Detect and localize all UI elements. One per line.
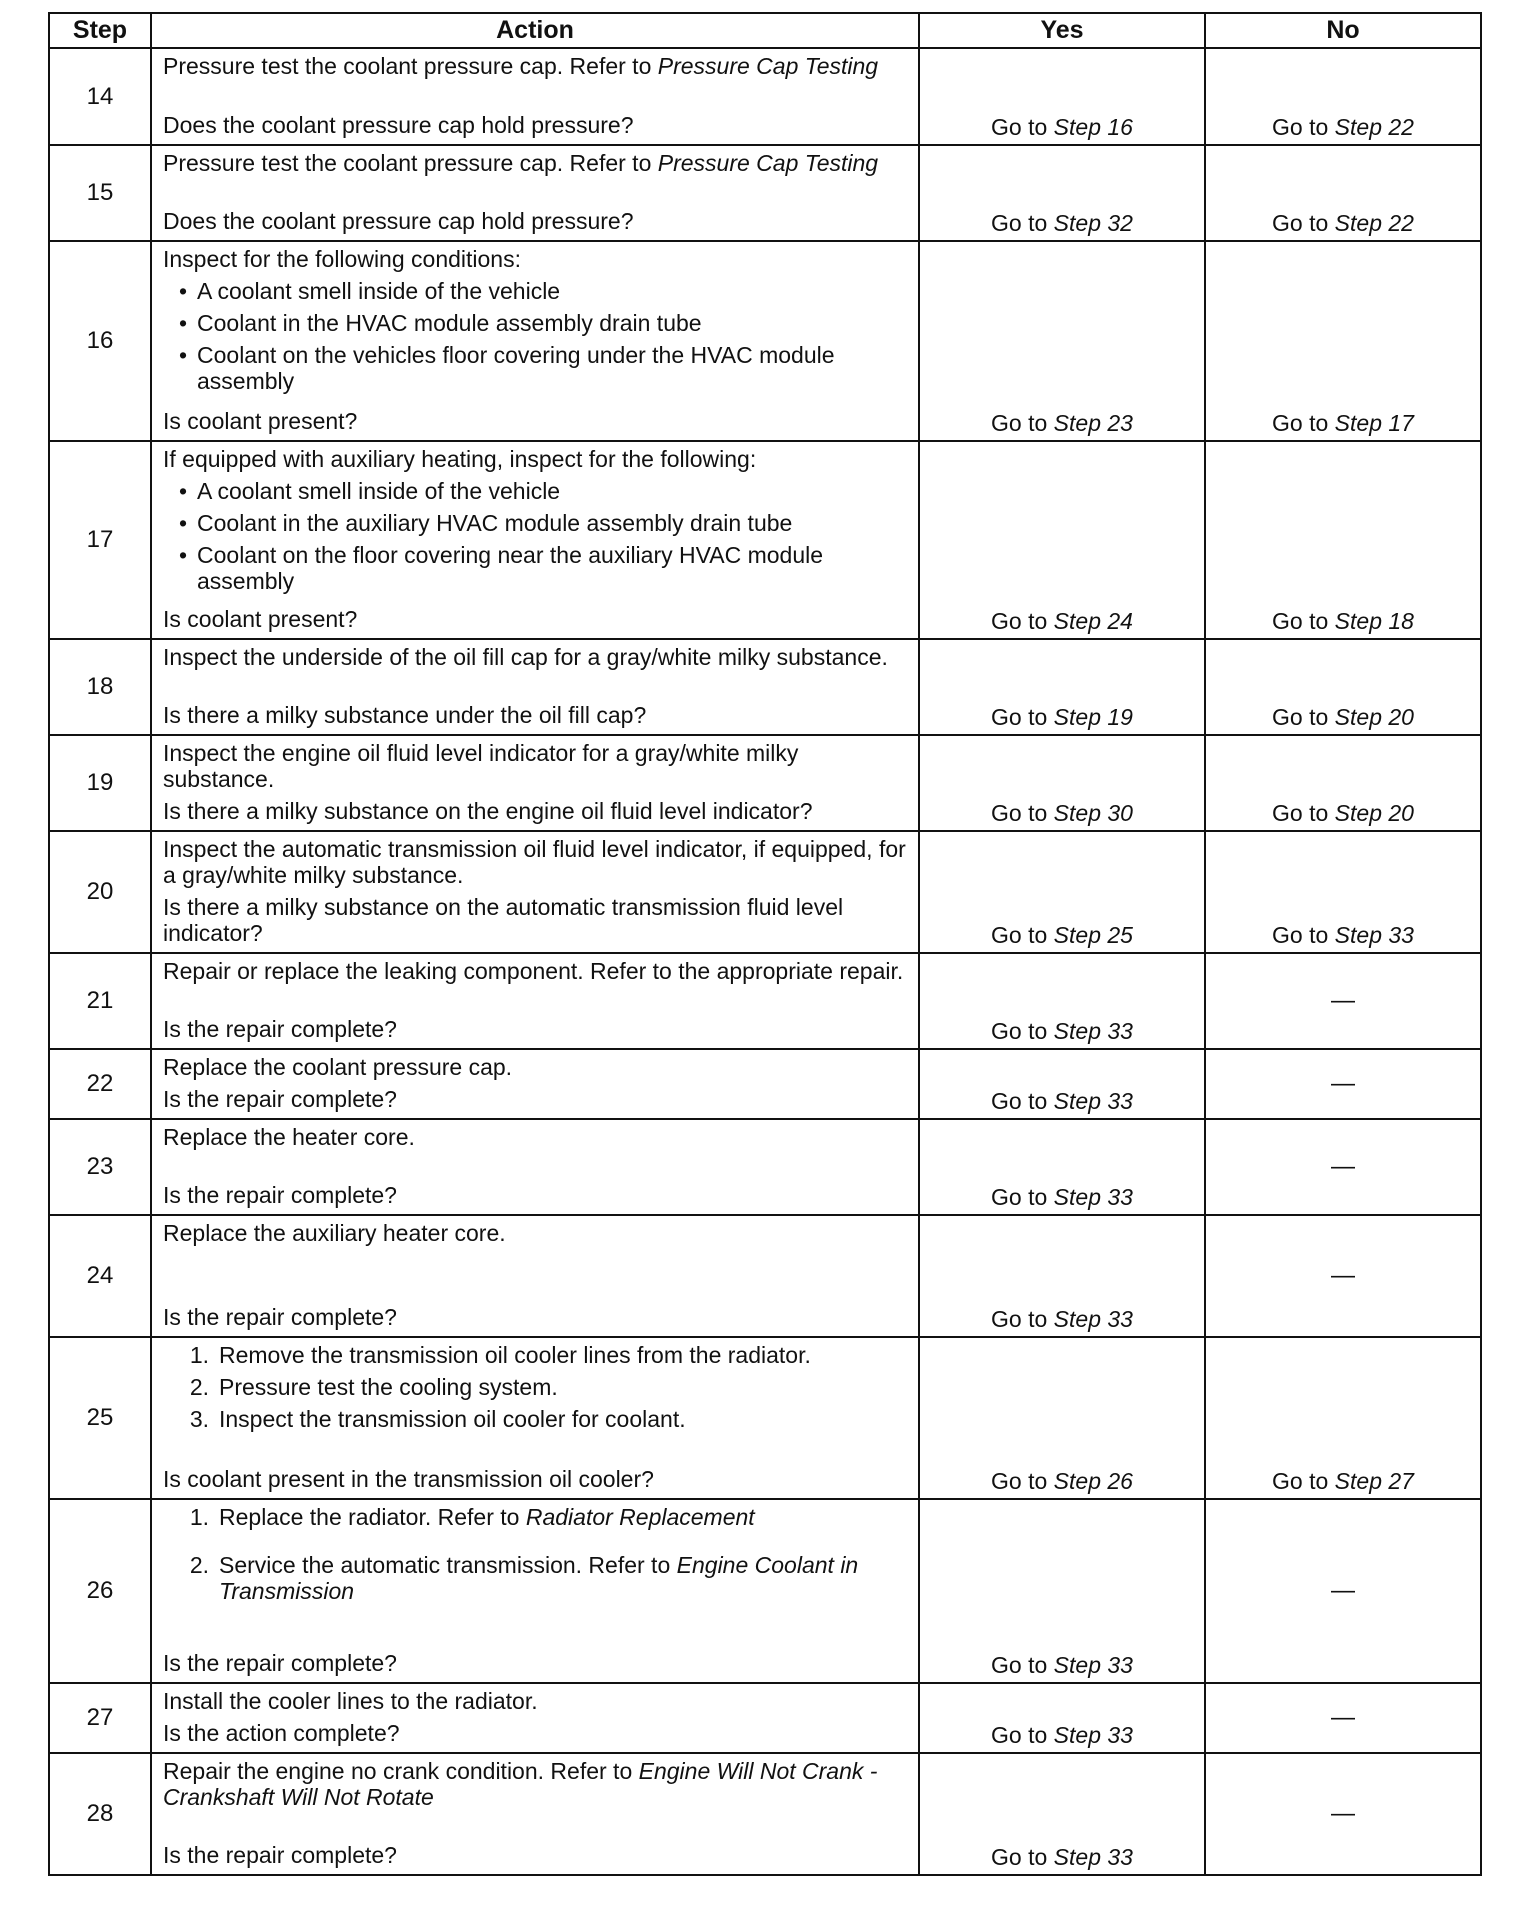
item-text [219,1374,908,1400]
header-yes: Yes [919,13,1205,48]
go-to-label: Go to [991,410,1054,436]
action-text-plain: Inspect the automatic transmission oil fluid level indicator, if equipped, for a gray/white milky substance. [163,836,906,888]
yes-cell [919,1215,1205,1337]
no-cell [1205,735,1481,831]
action-cell [151,1215,919,1337]
action-content [163,1758,908,1868]
bullet-text: Coolant on the vehicles floor covering under the HVAC module assembly [197,342,835,394]
table-row [49,1049,1481,1119]
action-content [163,150,908,234]
reference-link: Engine Will Not Crank - Crankshaft Will Not Rotate [163,1758,878,1810]
no-action-dash: — [1205,1683,1481,1753]
step-number: 22 [49,1049,151,1119]
step-reference: Step 25 [1053,922,1133,948]
item-text-plain: Pressure test the cooling system. [219,1374,558,1400]
diagnostic-table [48,12,1482,1876]
action-cell [151,953,919,1049]
go-to-label: Go to [991,1306,1054,1332]
item-text-plain: Replace the radiator. Refer to [219,1504,526,1530]
bullet-icon: • [178,510,187,536]
action-text [163,1054,908,1080]
action-text-plain: Inspect for the following conditions: [163,246,521,272]
action-text-plain: If equipped with auxiliary heating, inspect for the following: [163,446,757,472]
item-number: 1. [189,1504,209,1530]
question-text: Is the repair complete? [163,1086,397,1112]
yes-cell [919,441,1205,639]
item-number: 2. [189,1552,209,1578]
yes-cell [919,1499,1205,1683]
step-reference: Step 22 [1334,210,1414,236]
reference-link: Radiator Replacement [525,1504,755,1530]
no-cell [1205,831,1481,953]
table-row [49,1337,1481,1499]
go-to-label: Go to [991,1844,1054,1870]
table-row [49,48,1481,145]
action-text-plain: Replace the coolant pressure cap. [163,1054,513,1080]
go-to-label: Go to [1272,800,1335,826]
step-number: 21 [49,953,151,1049]
question-text: Is the repair complete? [163,1650,397,1676]
action-text [163,53,908,79]
bullet-item [163,510,908,536]
question-text: Is there a milky substance on the automatic transmission fluid level indicator? [163,894,844,946]
bullet-icon: • [178,342,187,368]
table-row [49,1499,1481,1683]
question-text: Is coolant present? [163,606,358,632]
go-to-label: Go to [991,1184,1054,1210]
yes-cell [919,1119,1205,1215]
step-reference: Step 33 [1053,1088,1133,1114]
header-row [49,13,1481,48]
bullet-text: Coolant in the HVAC module assembly drain tube [197,310,702,336]
go-to-label: Go to [991,704,1054,730]
reference-link: Engine Coolant in Transmission [219,1552,859,1604]
step-number: 14 [49,48,151,145]
step-reference: Step 33 [1053,1306,1133,1332]
step-reference: Step 26 [1053,1468,1133,1494]
step-number: 28 [49,1753,151,1875]
table-row [49,145,1481,241]
bullet-item [163,542,908,594]
item-text-plain: Inspect the transmission oil cooler for coolant. [219,1406,686,1432]
question-text: Is the repair complete? [163,1304,397,1330]
action-cell [151,831,919,953]
step-reference: Step 23 [1053,410,1133,436]
numbered-item [163,1406,908,1432]
action-content [163,958,908,1042]
go-to-label: Go to [1272,114,1335,140]
yes-cell [919,953,1205,1049]
table-row [49,639,1481,735]
item-number: 1. [189,1342,209,1368]
action-content [163,1054,908,1112]
action-text [163,836,908,888]
bullet-text: Coolant in the auxiliary HVAC module assembly drain tube [197,510,793,536]
step-reference: Step 22 [1334,114,1414,140]
action-content [163,1342,908,1492]
question-text: Is coolant present in the transmission oil cooler? [163,1466,654,1492]
go-to-label: Go to [1272,608,1335,634]
go-to-label: Go to [991,608,1054,634]
action-text [163,1220,908,1246]
yes-cell [919,1049,1205,1119]
action-content [163,246,908,434]
table-row [49,1683,1481,1753]
table-body [49,48,1481,1875]
action-text [163,1688,908,1714]
numbered-item [163,1342,908,1368]
action-cell [151,1049,919,1119]
no-cell [1205,441,1481,639]
go-to-label: Go to [1272,1468,1335,1494]
action-text-plain: Replace the heater core. [163,1124,415,1150]
step-number: 27 [49,1683,151,1753]
action-cell [151,1119,919,1215]
bullet-icon: • [178,542,187,568]
item-text [219,1406,908,1432]
step-reference: Step 33 [1334,922,1414,948]
item-number: 3. [189,1406,209,1432]
step-reference: Step 20 [1334,800,1414,826]
question-text: Is there a milky substance under the oil fill cap? [163,702,647,728]
header-action: Action [151,13,919,48]
table-row [49,1753,1481,1875]
table-row [49,831,1481,953]
question-text: Is there a milky substance on the engine oil fluid level indicator? [163,798,813,824]
question-text: Does the coolant pressure cap hold pressure? [163,208,634,234]
bullet-text: A coolant smell inside of the vehicle [197,478,561,504]
bullet-text: A coolant smell inside of the vehicle [197,278,561,304]
bullet-item [163,342,908,394]
action-cell [151,639,919,735]
no-action-dash: — [1205,1499,1481,1683]
action-text-plain: Inspect the engine oil fluid level indicator for a gray/white milky substance. [163,740,799,792]
go-to-label: Go to [991,1018,1054,1044]
yes-cell [919,48,1205,145]
step-number: 17 [49,441,151,639]
go-to-label: Go to [1272,922,1335,948]
action-text [163,644,908,670]
question-text: Is the repair complete? [163,1182,397,1208]
question-text: Does the coolant pressure cap hold pressure? [163,112,634,138]
table-row [49,241,1481,441]
yes-cell [919,831,1205,953]
go-to-label: Go to [991,800,1054,826]
action-content [163,836,908,946]
go-to-label: Go to [1272,704,1335,730]
step-reference: Step 32 [1053,210,1133,236]
step-number: 19 [49,735,151,831]
action-cell [151,1499,919,1683]
bullet-item [163,310,908,336]
no-action-dash: — [1205,1215,1481,1337]
bullet-icon: • [178,278,187,304]
action-text [163,1758,908,1810]
action-text-plain: Inspect the underside of the oil fill cap for a gray/white milky substance. [163,644,888,670]
table-row [49,1215,1481,1337]
item-text [219,1552,908,1604]
step-number: 15 [49,145,151,241]
no-action-dash: — [1205,1119,1481,1215]
step-number: 18 [49,639,151,735]
item-text [219,1342,908,1368]
step-number: 25 [49,1337,151,1499]
bullet-icon: • [178,310,187,336]
step-number: 23 [49,1119,151,1215]
action-text-plain: Replace the auxiliary heater core. [163,1220,506,1246]
no-cell [1205,145,1481,241]
action-text [163,150,908,176]
go-to-label: Go to [991,1652,1054,1678]
step-reference: Step 33 [1053,1652,1133,1678]
item-text-plain: Service the automatic transmission. Refer to [219,1552,677,1578]
reference-link: Pressure Cap Testing [657,150,879,176]
bullet-icon: • [178,478,187,504]
step-reference: Step 20 [1334,704,1414,730]
action-cell [151,241,919,441]
action-content [163,1124,908,1208]
go-to-label: Go to [1272,410,1335,436]
yes-cell [919,639,1205,735]
yes-cell [919,1683,1205,1753]
action-text-plain: Repair or replace the leaking component. Refer to the appropriate repair. [163,958,904,984]
question-text: Is coolant present? [163,408,358,434]
step-number: 16 [49,241,151,441]
no-cell [1205,639,1481,735]
go-to-label: Go to [991,114,1054,140]
numbered-item [163,1504,908,1530]
yes-cell [919,1753,1205,1875]
action-content [163,1220,908,1330]
bullet-text: Coolant on the floor covering near the auxiliary HVAC module assembly [197,542,824,594]
step-number: 26 [49,1499,151,1683]
action-text [163,740,908,792]
question-text: Is the action complete? [163,1720,400,1746]
step-reference: Step 33 [1053,1722,1133,1748]
go-to-label: Go to [991,922,1054,948]
table-row [49,953,1481,1049]
action-text [163,246,908,272]
step-reference: Step 19 [1053,704,1133,730]
no-action-dash: — [1205,1049,1481,1119]
step-reference: Step 30 [1053,800,1133,826]
bullet-item [163,478,908,504]
go-to-label: Go to [991,210,1054,236]
no-action-dash: — [1205,1753,1481,1875]
action-content [163,53,908,138]
question-text: Is the repair complete? [163,1016,397,1042]
no-cell [1205,1337,1481,1499]
header-no: No [1205,13,1481,48]
step-reference: Step 17 [1334,410,1414,436]
table-row [49,441,1481,639]
action-cell [151,735,919,831]
action-text [163,446,908,472]
numbered-item [163,1552,908,1604]
action-cell [151,48,919,145]
go-to-label: Go to [991,1088,1054,1114]
step-reference: Step 24 [1053,608,1133,634]
step-reference: Step 33 [1053,1184,1133,1210]
action-text-plain: Pressure test the coolant pressure cap. Refer to [163,150,658,176]
action-cell [151,1337,919,1499]
reference-link: Pressure Cap Testing [657,53,879,79]
action-text-plain: Repair the engine no crank condition. Refer to [163,1758,639,1784]
step-reference: Step 16 [1053,114,1133,140]
action-cell [151,145,919,241]
action-content [163,446,908,632]
item-number: 2. [189,1374,209,1400]
yes-cell [919,735,1205,831]
go-to-label: Go to [1272,210,1335,236]
action-cell [151,1753,919,1875]
action-cell [151,441,919,639]
numbered-item [163,1374,908,1400]
table-row [49,735,1481,831]
action-cell [151,1683,919,1753]
step-reference: Step 27 [1334,1468,1414,1494]
action-content [163,644,908,728]
bullet-item [163,278,908,304]
action-text [163,958,908,984]
action-text [163,1124,908,1150]
action-text-plain: Pressure test the coolant pressure cap. Refer to [163,53,658,79]
yes-cell [919,241,1205,441]
step-reference: Step 33 [1053,1844,1133,1870]
action-content [163,740,908,824]
step-number: 24 [49,1215,151,1337]
yes-cell [919,145,1205,241]
step-number: 20 [49,831,151,953]
action-content [163,1688,908,1746]
question-text: Is the repair complete? [163,1842,397,1868]
action-content [163,1504,908,1676]
yes-cell [919,1337,1205,1499]
no-action-dash: — [1205,953,1481,1049]
step-reference: Step 18 [1334,608,1414,634]
item-text-plain: Remove the transmission oil cooler lines from the radiator. [219,1342,811,1368]
step-reference: Step 33 [1053,1018,1133,1044]
action-text-plain: Install the cooler lines to the radiator. [163,1688,538,1714]
go-to-label: Go to [991,1468,1054,1494]
item-text [219,1504,908,1530]
table-row [49,1119,1481,1215]
go-to-label: Go to [991,1722,1054,1748]
header-step: Step [49,13,151,48]
no-cell [1205,48,1481,145]
no-cell [1205,241,1481,441]
